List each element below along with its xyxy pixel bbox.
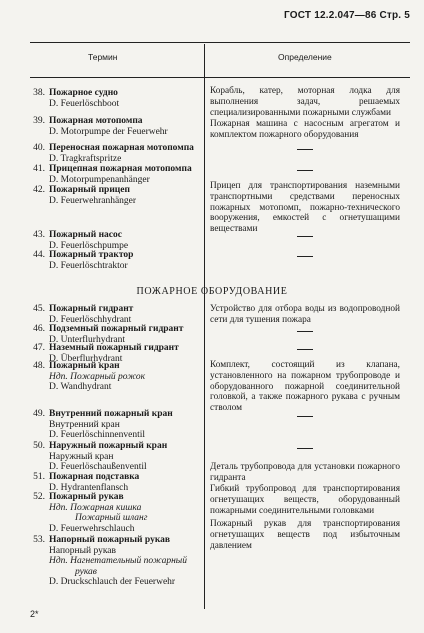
column-divider [204, 44, 205, 609]
header-bottom-rule [30, 77, 410, 78]
definition-51: Деталь трубопровода для установки пожарного гидранта [210, 462, 400, 483]
definition-38: Корабль, катер, моторная лодка для выполнения задач, решаемых специализированными пожарными службами [210, 86, 400, 118]
definition-39: Пожарная машина с насосным агрегатом и комплектом пожарного оборудования [210, 119, 400, 140]
definition-52: Гибкий трубопровод для транспортирования огнетушащих веществ, оборудованный пожарными соединительными головками [210, 484, 400, 516]
dash-40 [297, 149, 313, 150]
dash-43 [297, 236, 313, 237]
definition-42: Прицеп для транспортирования наземными транспортными средствами переносных пожарных мотопомп, пожарно-технического вооружения, емкостей с огнетушащими веществами [210, 181, 400, 235]
dash-46 [297, 331, 313, 332]
dash-44 [297, 256, 313, 257]
table-top-rule [30, 42, 410, 43]
definition-45: Устройство для отбора воды из водопроводной сети для тушения пожара [210, 304, 400, 325]
dash-41 [297, 170, 313, 171]
dash-47 [297, 349, 313, 350]
page-footer: 2* [30, 609, 39, 619]
dash-49 [297, 416, 313, 417]
definition-48: Комплект, состоящий из клапана, установленного на пожарном трубопроводе и оборудованного пожарной соединительной головкой, а также пожарного рукава с ручным стволом [210, 360, 400, 414]
page-header: ГОСТ 12.2.047—86 Стр. 5 [284, 10, 410, 21]
column-header-term: Термин [88, 52, 118, 62]
column-header-definition: Определение [278, 52, 332, 62]
definition-53: Пожарный рукав для транспортирования огнетушащих веществ под избыточным давлением [210, 519, 400, 551]
section-title: ПОЖАРНОЕ ОБОРУДОВАНИЕ [136, 286, 288, 297]
dash-50 [297, 448, 313, 449]
